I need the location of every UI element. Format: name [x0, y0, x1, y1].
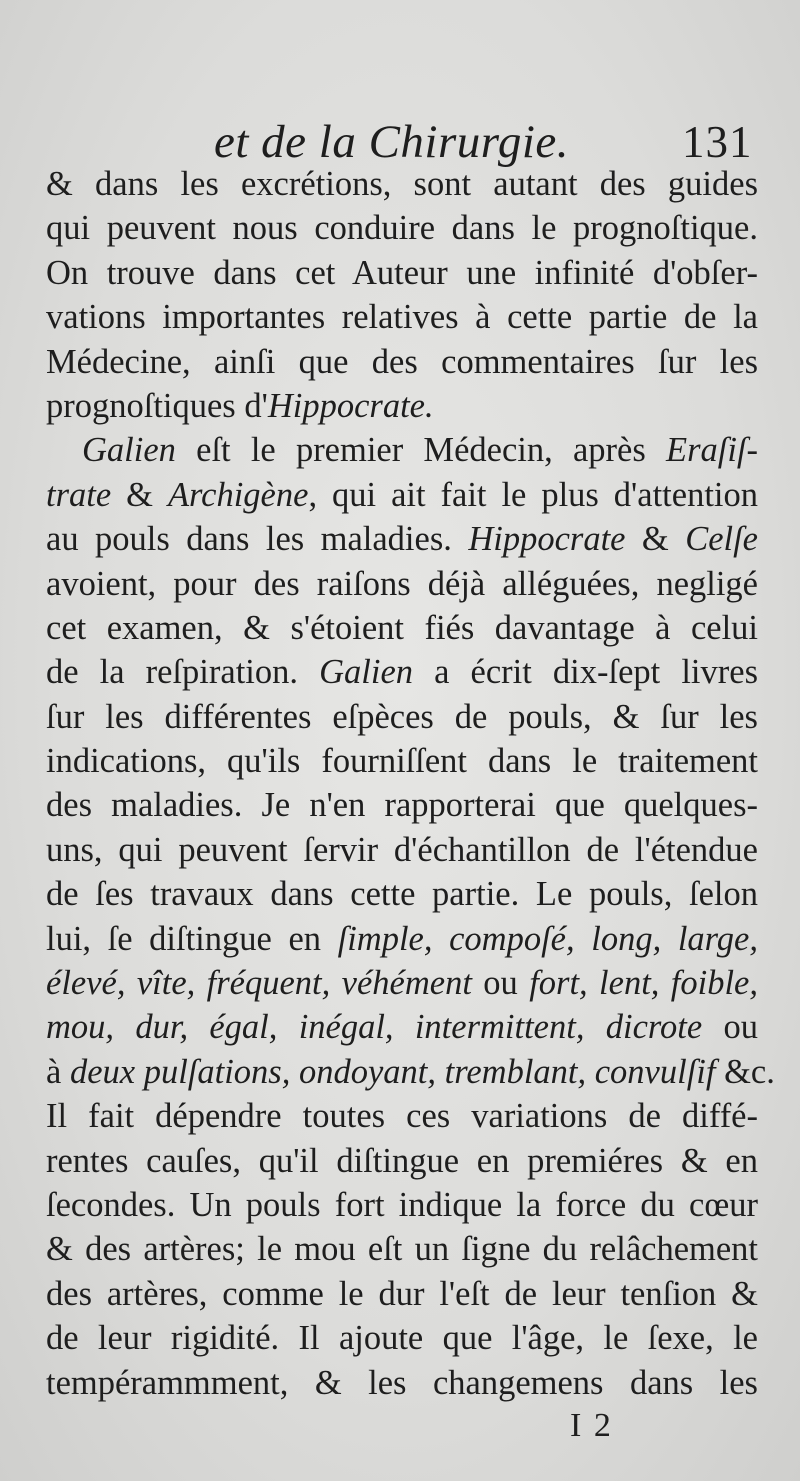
text-line: prognoſtiques d'Hippocrate. — [46, 386, 434, 425]
text-line: On trouve dans cet Auteur une infinité d'obſer- — [46, 253, 758, 292]
text-line: avoient, pour des raiſons déjà alléguées, negligé — [46, 564, 758, 603]
text-line: de la reſpiration. Galien a écrit dix-ſept livres — [46, 653, 758, 692]
text-line: des artères, comme le dur l'eſt de leur tenſion & — [46, 1274, 758, 1313]
signature-mark: I 2 — [570, 1407, 613, 1444]
text-line: au pouls dans les maladies. Hippocrate & Celſe — [46, 520, 758, 559]
text-line: uns, qui peuvent ſervir d'échantillon de l'étendue — [46, 830, 758, 869]
text-line: cet examen, & s'étoient fiés davantage à celui — [46, 608, 758, 647]
paragraph-start: Galien eſt le premier Médecin, après Eraſiſ- — [82, 431, 758, 470]
text-line: mou, dur, égal, inégal, intermittent, dicrote ou — [46, 1008, 759, 1047]
italic-name: Hippocrate. — [267, 386, 434, 425]
text-line: de ſes travaux dans cette partie. Le pouls, ſelon — [46, 875, 758, 914]
text-line: Il fait dépendre toutes ces variations de diffé- — [46, 1097, 758, 1136]
running-title: et de la Chirurgie. — [214, 116, 570, 168]
text-line: & des artères; le mou eſt un ſigne du relâchement — [46, 1230, 758, 1269]
text-line: de leur rigidité. Il ajoute que l'âge, le ſexe, le — [46, 1319, 758, 1358]
text-line: vations importantes relatives à cette partie de la — [46, 298, 758, 337]
text-line: & dans les excrétions, sont autant des guides — [46, 165, 758, 203]
text-line: à deux pulſations, ondoyant, tremblant, convulſif &c. — [46, 1052, 775, 1091]
body-text — [46, 162, 775, 1405]
text-line: élevé, vîte, fréquent, véhément ou fort, lent, foible, — [46, 964, 758, 1003]
page-number: 131 — [682, 117, 753, 167]
text-line: qui peuvent nous conduire dans le prognoſtique. — [46, 209, 758, 248]
text-line: tempérammment, & les changemens dans les — [46, 1363, 758, 1402]
text-line: des maladies. Je n'en rapporterai que quelques- — [46, 786, 758, 825]
text-line: Médecine, ainſi que des commentaires ſur les — [46, 342, 758, 381]
text-line: rentes cauſes, qu'il diſtingue en premiéres & en — [46, 1141, 758, 1180]
text-line: indications, qu'ils fourniſſent dans le traitement — [46, 742, 758, 781]
text-line: ſur les différentes eſpèces de pouls, & ſur les — [46, 697, 758, 736]
text-line: lui, ſe diſtingue en ſimple, compoſé, long, large, — [46, 919, 758, 958]
text-line: trate & Archigène, qui ait fait le plus d'attention — [46, 475, 758, 514]
text-line: ſecondes. Un pouls fort indique la force du cœur — [46, 1185, 758, 1224]
